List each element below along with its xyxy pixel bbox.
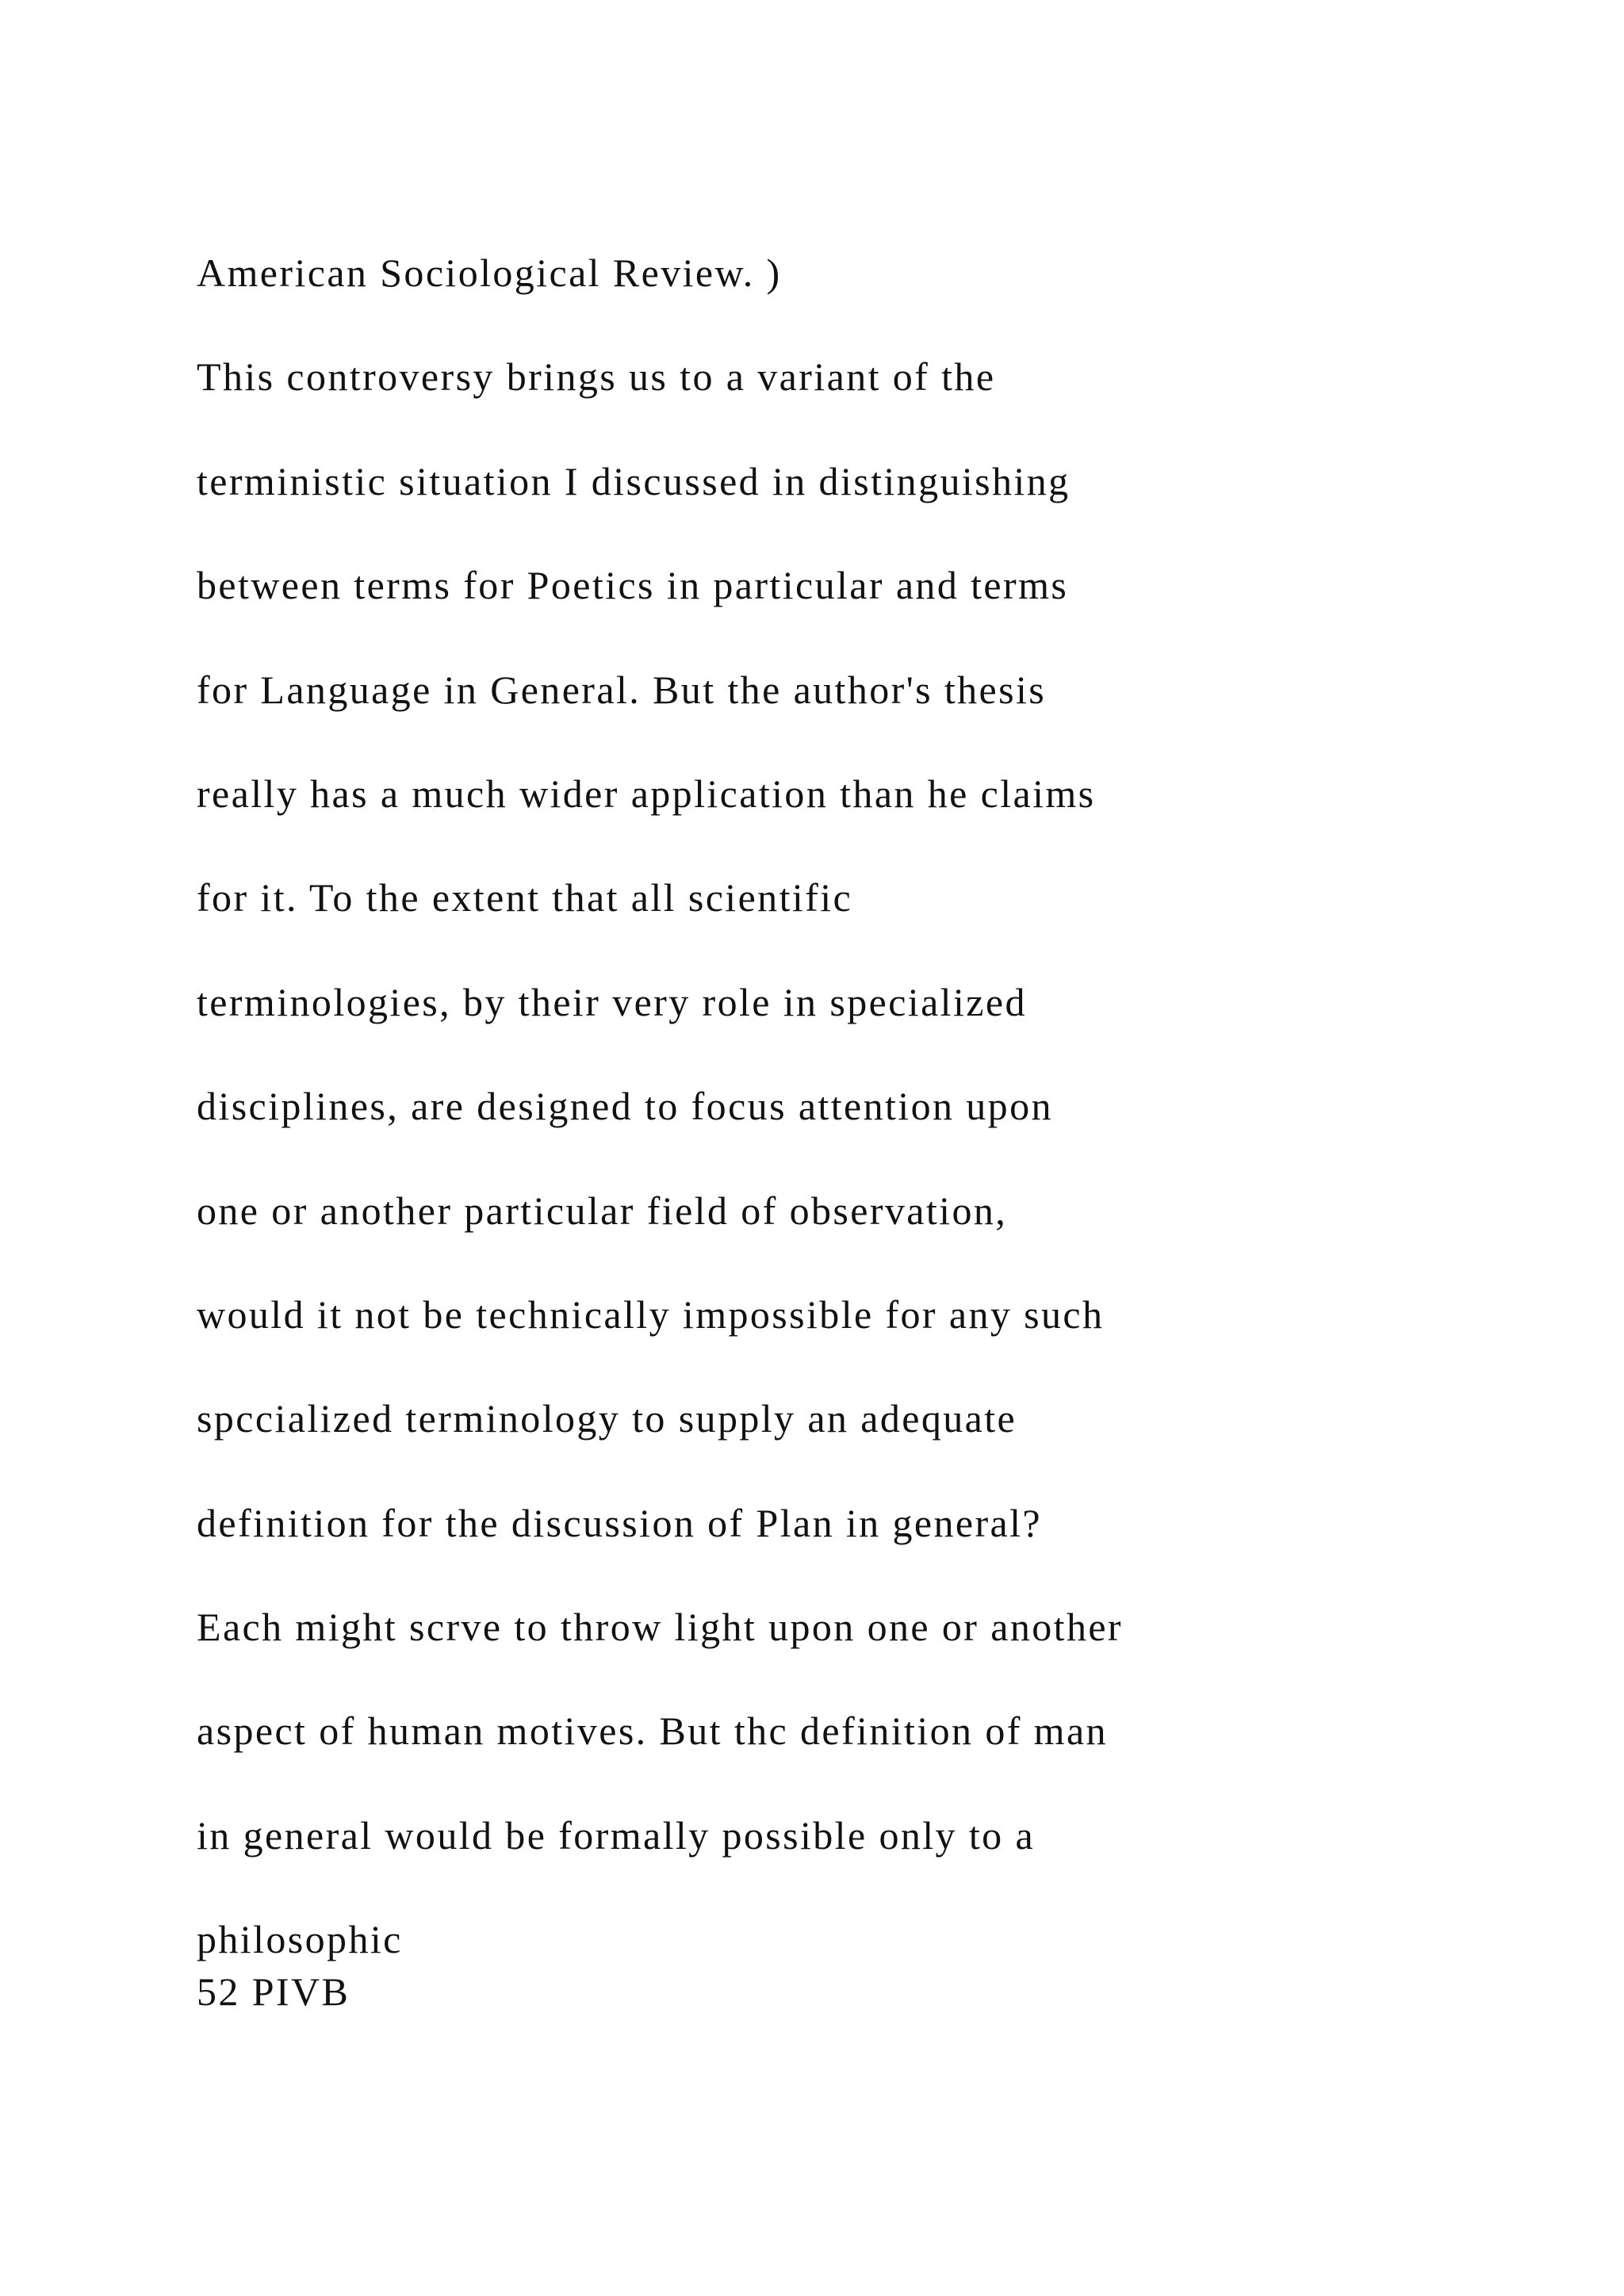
- text-line: aspect of human motives. But thc definition of man: [197, 1709, 1108, 1754]
- body-text: [197, 244, 1545, 2020]
- text-line: for Language in General. But the author's thesis: [197, 667, 1047, 712]
- text-line: spccialized terminology to supply an adequate: [197, 1396, 1017, 1441]
- text-line: for it. To the extent that all scientific: [197, 875, 853, 920]
- text-line: philosophic: [197, 1917, 403, 1962]
- text-line: This controversy brings us to a variant of the: [197, 354, 996, 400]
- text-line: in general would be formally possible only to a: [197, 1812, 1036, 1858]
- page-footer: 52 PIVB: [197, 1969, 350, 2014]
- text-line: would it not be technically impossible for any such: [197, 1292, 1105, 1337]
- text-line: one or another particular field of observation,: [197, 1188, 1008, 1233]
- text-line: between terms for Poetics in particular and terms: [197, 563, 1069, 608]
- text-line: really has a much wider application than he claims: [197, 771, 1096, 816]
- text-line: American Sociological Review. ): [197, 251, 782, 295]
- text-line: disciplines, are designed to focus attention upon: [197, 1084, 1053, 1129]
- text-line: Each might scrve to throw light upon one or another: [197, 1605, 1123, 1650]
- text-line: terminologies, by their very role in specialized: [197, 979, 1027, 1024]
- text-line: definition for the discussion of Plan in general?: [197, 1500, 1042, 1545]
- text-line: terministic situation I discussed in distinguishing: [197, 458, 1071, 503]
